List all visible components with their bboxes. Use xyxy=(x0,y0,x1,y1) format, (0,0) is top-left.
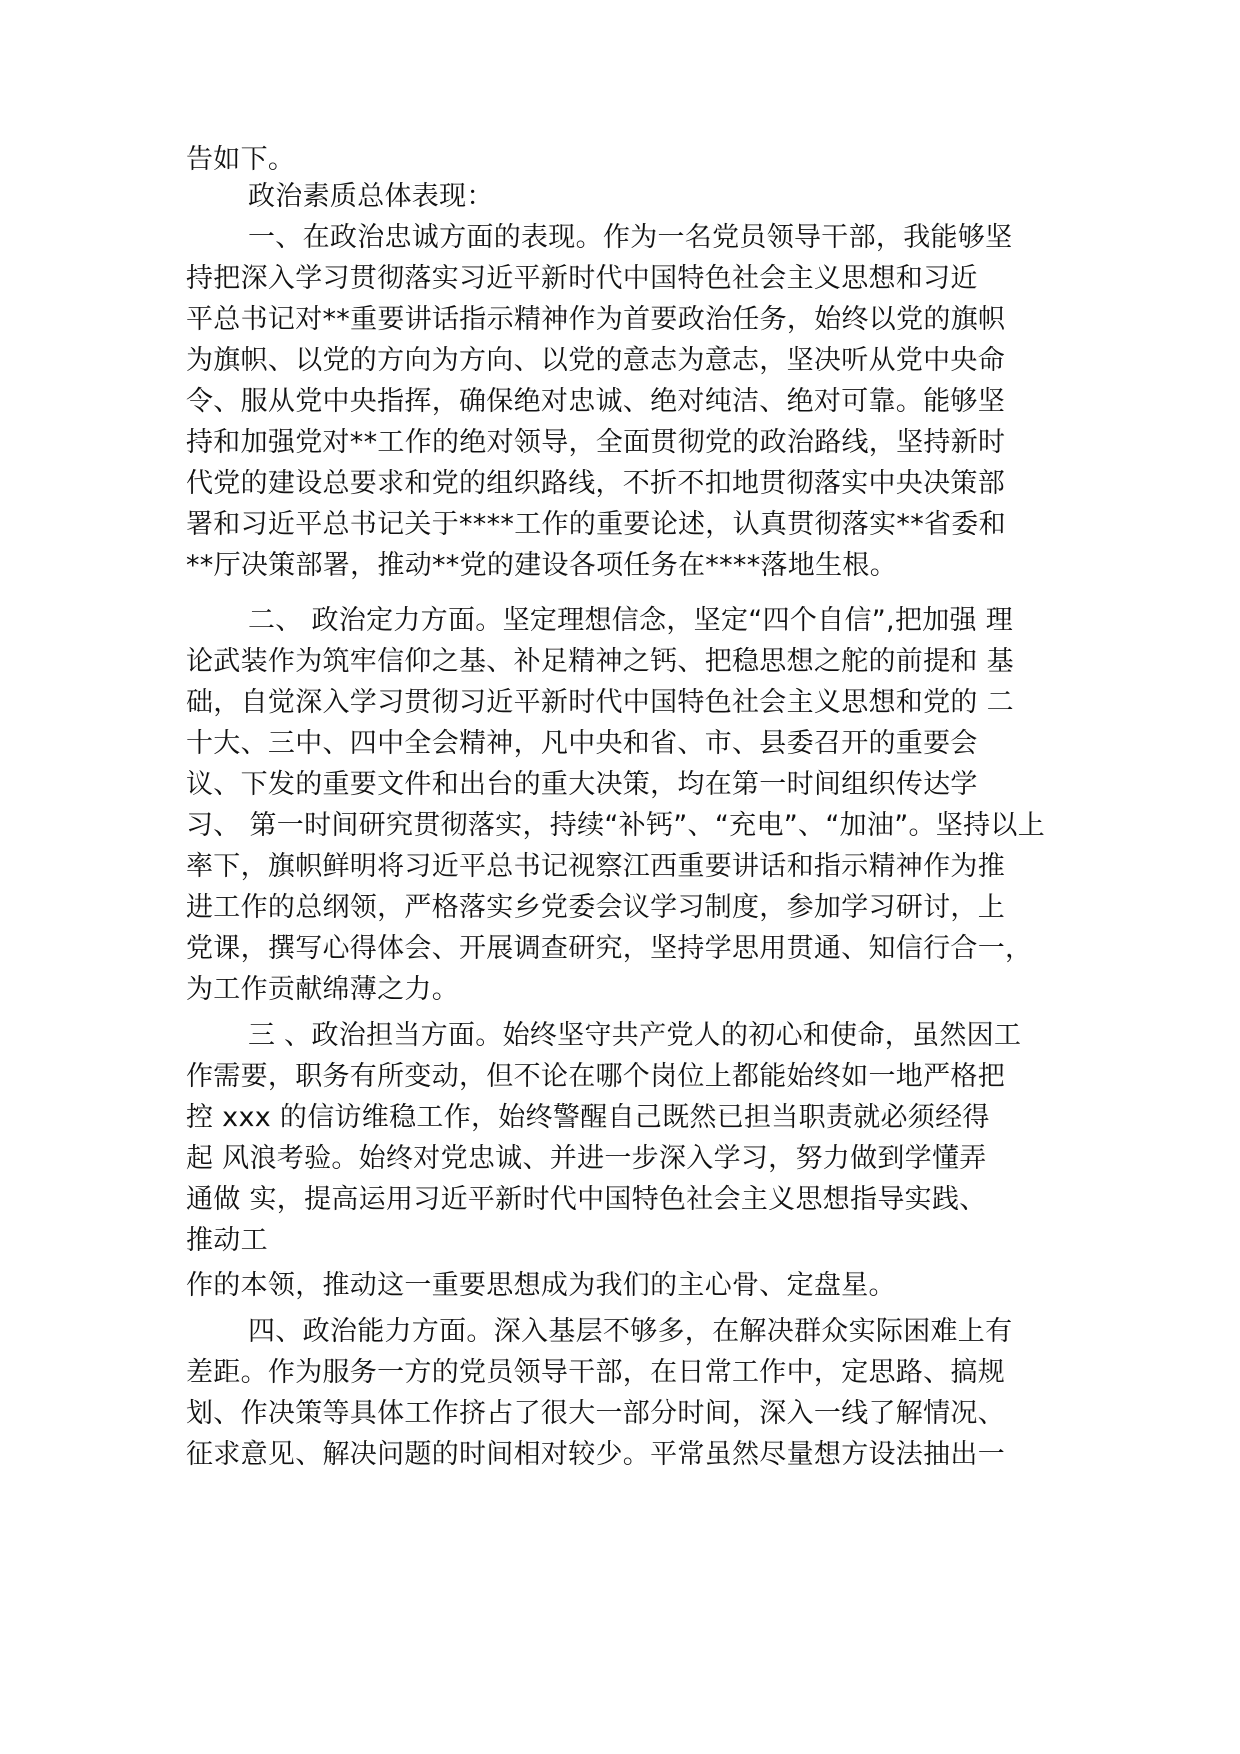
text-line: 起 风浪考验。始终对党忠诚、并进一步深入学习，努力做到学懂弄 xyxy=(186,1143,987,1174)
text-line: 代党的建设总要求和党的组织路线，不折不扣地贯彻落实中央决策部 xyxy=(186,468,1005,499)
text-line: 划、作决策等具体工作挤占了很大一部分时间，深入一线了解情况、 xyxy=(186,1398,1005,1429)
text-line: 持和加强党对**工作的绝对领导，全面贯彻党的政治路线，坚持新时 xyxy=(186,427,1006,458)
text-line: **厅决策部署，推动**党的建设各项任务在****落地生根。 xyxy=(186,550,897,581)
text-line: 十大、三中、四中全会精神，凡中央和省、市、县委召开的重要会 xyxy=(186,728,978,759)
text-line: 论武装作为筑牢信仰之基、补足精神之钙、把稳思想之舵的前提和 基 xyxy=(186,646,1014,677)
text-line: 征求意见、解决问题的时间相对较少。平常虽然尽量想方设法抽出一 xyxy=(186,1439,1005,1470)
text-line: 告如下。 xyxy=(186,144,296,175)
text-line: 为工作贡献绵薄之力。 xyxy=(186,974,459,1005)
text-line: 四、政治能力方面。深入基层不够多，在解决群众实际困难上有 xyxy=(248,1316,1013,1347)
text-line: 二、 政治定力方面。坚定理想信念，坚定“四个自信”,把加强 理 xyxy=(248,605,1014,636)
text-line: 署和习近平总书记关于****工作的重要论述，认真贯彻落实**省委和 xyxy=(186,509,1006,540)
text-line: 率下，旗帜鲜明将习近平总书记视察江西重要讲话和指示精神作为推 xyxy=(186,851,1005,882)
text-line: 础，自觉深入学习贯彻习近平新时代中国特色社会主义思想和党的 二 xyxy=(186,687,1014,718)
text-line: 平总书记对**重要讲话指示精神作为首要政治任务，始终以党的旗帜 xyxy=(186,304,1006,335)
text-line: 议、下发的重要文件和出台的重大决策，均在第一时间组织传达学 xyxy=(186,769,978,800)
text-line: 差距。作为服务一方的党员领导干部，在日常工作中，定思路、搞规 xyxy=(186,1357,1005,1388)
text-line: 通做 实，提高运用习近平新时代中国特色社会主义思想指导实践、 xyxy=(186,1184,987,1215)
text-line: 控 xxx 的信访维稳工作，始终警醒自己既然已担当职责就必须经得 xyxy=(186,1102,990,1133)
text-line: 推动工 xyxy=(186,1225,268,1256)
text-line: 令、服从党中央指挥，确保绝对忠诚、绝对纯洁、绝对可靠。能够坚 xyxy=(186,386,1005,417)
text-line: 持把深入学习贯彻落实习近平新时代中国特色社会主义思想和习近 xyxy=(186,263,978,294)
text-line: 一、在政治忠诚方面的表现。作为一名党员领导干部，我能够坚 xyxy=(248,222,1013,253)
text-line: 作的本领，推动这一重要思想成为我们的主心骨、定盘星。 xyxy=(186,1270,896,1301)
text-line: 三 、政治担当方面。始终坚守共产党人的初心和使命，虽然因工 xyxy=(248,1020,1022,1051)
text-line: 为旗帜、以党的方向为方向、以党的意志为意志，坚决听从党中央命 xyxy=(186,345,1005,376)
section-heading: 政治素质总体表现： xyxy=(248,181,494,212)
text-line: 党课，撰写心得体会、开展调查研究，坚持学思用贯通、知信行合一， xyxy=(186,933,1033,964)
text-line: 进工作的总纲领，严格落实乡党委会议学习制度，参加学习研讨，上 xyxy=(186,892,1005,923)
text-line: 习、 第一时间研究贯彻落实，持续“补钙”、“充电”、“加油”。坚持以上 xyxy=(186,810,1046,841)
text-line: 作需要，职务有所变动，但不论在哪个岗位上都能始终如一地严格把 xyxy=(186,1061,1005,1092)
